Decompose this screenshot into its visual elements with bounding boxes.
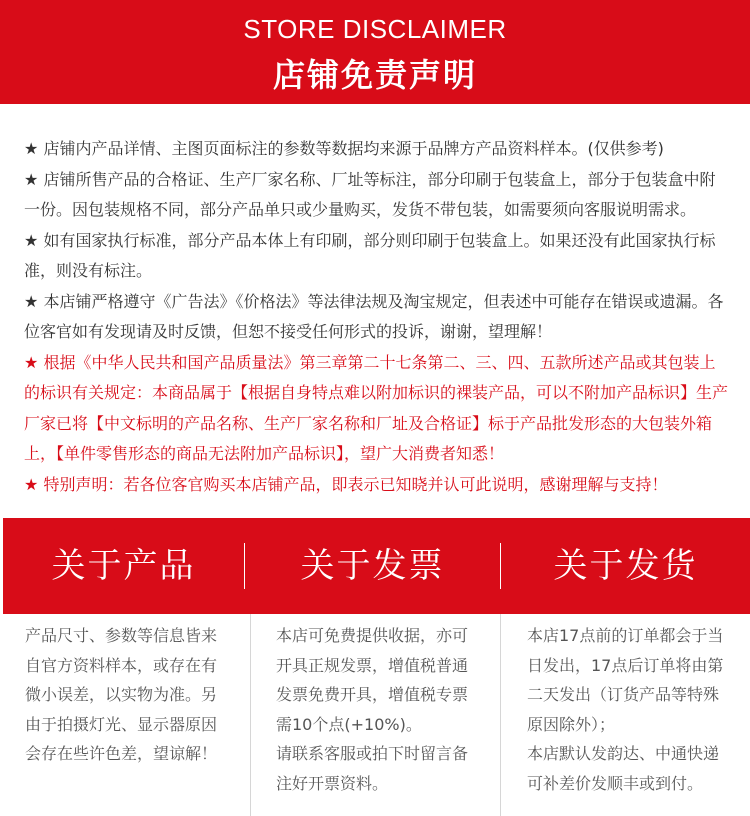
section-paragraph: 产品尺寸、参数等信息皆来自官方资料样本，或存在有微小误差，以实物为准。另由于拍摄灯光、显示器原因会存在些许色差，望谅解！ xyxy=(25,626,218,763)
disclaimer-item-legal xyxy=(24,348,729,470)
section-body-product xyxy=(25,621,225,769)
section-title-shipping: 关于发货 xyxy=(553,546,698,586)
disclaimer-item xyxy=(24,134,729,165)
column-divider xyxy=(500,614,501,816)
header-title-english: STORE DISCLAIMER xyxy=(243,14,507,44)
section-title-product: 关于产品 xyxy=(51,546,196,586)
section-title-invoice: 关于发票 xyxy=(300,546,445,586)
column-divider xyxy=(250,614,251,816)
star-icon: ★ xyxy=(24,230,39,250)
disclaimer-text: 根据《中华人民共和国产品质量法》第三章第二十七条第二、三、四、五款所述产品或其包装上的标识有关规定：本商品属于【根据自身特点难以附加标识的裸装产品，可以不附加产品标识】生产厂家已将【中文标明的产品名称、生产厂家名称和厂址及合格证】标于产品批发形态的大包装外箱上，【单件零售形态的商品无法附加产品标识】，望广大消费者知悉！ xyxy=(24,352,729,463)
section-paragraph: 本店默认发韵达、中通快递可补差价发顺丰或到付。 xyxy=(527,744,720,793)
header-title-chinese: 店铺免责声明 xyxy=(272,56,477,94)
star-icon: ★ xyxy=(24,169,39,189)
disclaimer-text: 本店铺严格遵守《广告法》《价格法》等法律法规及淘宝规定，但表述中可能存在错误或遗漏。各位客官如有发现请及时反馈，但恕不接受任何形式的投诉，谢谢，望理解！ xyxy=(24,291,724,341)
section-body-invoice xyxy=(276,621,476,798)
section-paragraph: 本店可免费提供收据，亦可开具正规发票，增值税普通发票免费开具，增值税专票需10个点(+10%)。 xyxy=(276,626,469,734)
section-title-band xyxy=(3,518,750,614)
disclaimer-text: 特别声明：若各位客官购买本店铺产品，即表示已知晓并认可此说明，感谢理解与支持！ xyxy=(43,474,668,494)
disclaimer-text: 店铺内产品详情、主图页面标注的参数等数据均来源于品牌方产品资料样本。(仅供参考) xyxy=(43,139,664,158)
disclaimer-text: 如有国家执行标准，部分产品本体上有印刷，部分则印刷于包装盒上。如果还没有此国家执行标准，则没有标注。 xyxy=(24,230,716,280)
disclaimer-text: 店铺所售产品的合格证、生产厂家名称、厂址等标注，部分印刷于包装盒上，部分于包装盒中附一份。因包装规格不同，部分产品单只或少量购买，发货不带包装，如需要须向客服说明需求。 xyxy=(24,169,716,219)
star-icon: ★ xyxy=(24,352,39,372)
disclaimer-list xyxy=(24,134,729,500)
disclaimer-header xyxy=(0,0,750,104)
disclaimer-item xyxy=(24,226,729,287)
disclaimer-item xyxy=(24,165,729,226)
star-icon: ★ xyxy=(24,474,39,494)
disclaimer-item-special xyxy=(24,470,729,501)
star-icon: ★ xyxy=(24,291,39,311)
section-paragraph: 请联系客服或拍下时留言备注好开票资料。 xyxy=(276,744,469,793)
disclaimer-item xyxy=(24,287,729,348)
section-body-shipping xyxy=(527,621,727,798)
section-columns xyxy=(0,614,750,816)
star-icon: ★ xyxy=(24,139,39,158)
section-paragraph: 本店17点前的订单都会于当日发出，17点后订单将由第二天发出（订货产品等特殊原因除外）； xyxy=(527,626,724,734)
